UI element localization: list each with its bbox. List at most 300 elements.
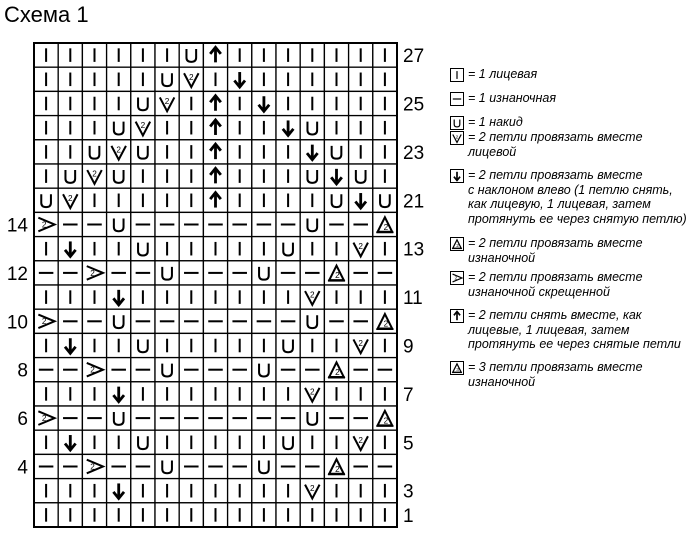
chart-cell — [228, 503, 252, 527]
chart-cell — [276, 164, 300, 188]
chart-cell — [252, 503, 276, 527]
chart-cell — [107, 91, 131, 115]
chart-cell — [107, 358, 131, 382]
chart-cell — [324, 212, 348, 236]
chart-cell — [276, 285, 300, 309]
chart-cell — [179, 382, 203, 406]
chart-cell — [58, 333, 82, 357]
svg-text:2: 2 — [358, 435, 363, 445]
chart-cell — [324, 285, 348, 309]
chart-cell — [131, 140, 155, 164]
chart-cell — [228, 164, 252, 188]
chart-cell — [324, 188, 348, 212]
legend-item — [450, 91, 556, 106]
chart-cell — [131, 479, 155, 503]
chart-cell — [179, 430, 203, 454]
svg-text:2: 2 — [383, 416, 389, 426]
chart-cell — [107, 454, 131, 478]
chart-cell — [34, 503, 58, 527]
chart-cell — [155, 116, 179, 140]
chart-cell — [34, 164, 58, 188]
svg-text:2: 2 — [41, 317, 47, 327]
chart-cell — [300, 309, 324, 333]
chart-cell — [252, 382, 276, 406]
chart-cell — [131, 430, 155, 454]
row-number-left: 10 — [6, 312, 28, 334]
chart-cell — [300, 164, 324, 188]
chart-cell — [373, 116, 397, 140]
chart-row — [34, 116, 397, 140]
chart-cell — [58, 261, 82, 285]
chart-cell — [276, 188, 300, 212]
row-number-right: 9 — [403, 336, 414, 358]
chart-row — [34, 454, 397, 478]
chart-cell — [203, 479, 227, 503]
chart-cell — [131, 164, 155, 188]
chart-cell — [373, 406, 397, 430]
chart-cell — [34, 479, 58, 503]
chart-cell — [34, 140, 58, 164]
chart-cell — [179, 212, 203, 236]
chart-cell — [203, 261, 227, 285]
chart-cell — [131, 333, 155, 357]
chart-cell — [228, 309, 252, 333]
chart-cell — [34, 261, 58, 285]
chart-cell — [131, 285, 155, 309]
row-number-left: 12 — [6, 263, 28, 285]
chart-cell — [349, 261, 373, 285]
chart-cell — [34, 43, 58, 67]
chart-cell — [252, 358, 276, 382]
row-number-right: 25 — [403, 94, 425, 116]
legend-symbol-icon — [450, 361, 464, 375]
chart-cell — [34, 212, 58, 236]
chart-cell — [179, 67, 203, 91]
chart-cell — [324, 261, 348, 285]
chart-cell — [300, 261, 324, 285]
chart-cell — [131, 503, 155, 527]
legend-item — [450, 67, 537, 82]
svg-text:2: 2 — [310, 484, 315, 494]
chart-cell — [276, 358, 300, 382]
chart-cell — [82, 140, 106, 164]
chart-cell — [203, 116, 227, 140]
chart-cell — [373, 188, 397, 212]
svg-text:2: 2 — [140, 121, 146, 131]
chart-cell — [82, 454, 106, 478]
chart-cell — [324, 164, 348, 188]
chart-cell — [155, 503, 179, 527]
chart-cell — [324, 503, 348, 527]
chart-row — [34, 188, 397, 212]
chart-cell — [179, 188, 203, 212]
legend-symbol-icon — [450, 169, 464, 183]
chart-cell — [58, 479, 82, 503]
chart-cell — [228, 382, 252, 406]
legend-item — [450, 308, 681, 352]
chart-cell — [131, 454, 155, 478]
chart-cell — [349, 430, 373, 454]
chart-cell — [34, 67, 58, 91]
chart-cell — [228, 91, 252, 115]
chart-cell — [349, 116, 373, 140]
chart-cell — [276, 454, 300, 478]
chart-cell — [276, 140, 300, 164]
chart-cell — [228, 116, 252, 140]
chart-cell — [203, 503, 227, 527]
chart-cell — [155, 237, 179, 261]
chart-cell — [155, 309, 179, 333]
chart-cell — [179, 358, 203, 382]
chart-cell — [34, 382, 58, 406]
chart-cell — [373, 237, 397, 261]
chart-cell — [58, 503, 82, 527]
chart-cell — [155, 479, 179, 503]
chart-cell — [82, 503, 106, 527]
chart-cell — [300, 358, 324, 382]
chart-cell — [82, 285, 106, 309]
chart-cell — [252, 430, 276, 454]
chart-cell — [107, 43, 131, 67]
chart-cell — [276, 91, 300, 115]
chart-cell — [131, 67, 155, 91]
chart-cell — [155, 188, 179, 212]
svg-text:2: 2 — [189, 72, 194, 82]
chart-cell — [131, 188, 155, 212]
svg-text:2: 2 — [454, 276, 458, 282]
chart-cell — [107, 285, 131, 309]
chart-cell — [203, 164, 227, 188]
chart-row — [34, 333, 397, 357]
chart-cell — [203, 237, 227, 261]
chart-cell — [203, 140, 227, 164]
chart-cell — [324, 67, 348, 91]
chart-row — [34, 285, 397, 309]
chart-cell — [203, 188, 227, 212]
chart-cell — [373, 382, 397, 406]
chart-cell — [228, 237, 252, 261]
chart-cell — [373, 430, 397, 454]
chart-cell — [82, 358, 106, 382]
chart-cell — [203, 43, 227, 67]
chart-cell — [58, 285, 82, 309]
chart-cell — [373, 333, 397, 357]
svg-text:2: 2 — [90, 365, 95, 375]
chart-cell — [349, 212, 373, 236]
chart-cell — [34, 406, 58, 430]
chart-cell — [252, 116, 276, 140]
legend-symbol-icon — [450, 92, 464, 106]
chart-cell — [228, 140, 252, 164]
chart-cell — [276, 430, 300, 454]
chart-cell — [58, 140, 82, 164]
legend-text: = 2 петли провязать вместе изнаночной скрещенной — [468, 270, 643, 299]
chart-cell — [300, 333, 324, 357]
legend-item — [450, 270, 643, 299]
chart-cell — [373, 285, 397, 309]
chart-cell — [155, 140, 179, 164]
legend-text: = 2 петли провязать вместе изнаночной — [468, 236, 643, 265]
chart-cell — [82, 382, 106, 406]
chart-cell — [324, 479, 348, 503]
svg-text:2: 2 — [68, 193, 73, 203]
chart-cell — [203, 285, 227, 309]
chart-cell — [349, 164, 373, 188]
chart-cell — [373, 479, 397, 503]
chart-cell — [300, 43, 324, 67]
chart-cell — [349, 454, 373, 478]
chart-cell — [155, 91, 179, 115]
chart-cell — [107, 333, 131, 357]
chart-cell — [107, 140, 131, 164]
svg-text:2: 2 — [456, 244, 459, 250]
chart-cell — [58, 116, 82, 140]
chart-cell — [276, 333, 300, 357]
chart-cell — [82, 333, 106, 357]
legend-symbol-icon — [450, 68, 464, 82]
chart-cell — [155, 261, 179, 285]
chart-cell — [131, 261, 155, 285]
chart-cell — [373, 454, 397, 478]
chart-cell — [155, 212, 179, 236]
chart-cell — [179, 454, 203, 478]
chart-cell — [58, 67, 82, 91]
chart-cell — [324, 454, 348, 478]
chart-cell — [349, 67, 373, 91]
chart-cell — [300, 116, 324, 140]
legend-text: = 1 лицевая — [468, 67, 538, 81]
chart-row — [34, 43, 397, 67]
chart-cell — [82, 430, 106, 454]
chart-cell — [34, 309, 58, 333]
chart-cell — [203, 309, 227, 333]
row-number-left: 6 — [17, 409, 28, 431]
chart-row — [34, 382, 397, 406]
legend-symbol-icon — [450, 237, 464, 251]
chart-cell — [131, 116, 155, 140]
svg-text:2: 2 — [90, 268, 95, 278]
legend-text: = 2 петли провязать вместе с наклоном влево (1 петлю снять, как лицевую, 1 лицевая, затем протянуть ее через снятую петлю) — [468, 168, 687, 226]
chart-cell — [82, 406, 106, 430]
chart-cell — [324, 91, 348, 115]
chart-cell — [203, 430, 227, 454]
chart-cell — [82, 164, 106, 188]
chart-cell — [373, 164, 397, 188]
chart-cell — [300, 406, 324, 430]
chart-cell — [179, 43, 203, 67]
chart-cell — [155, 430, 179, 454]
chart-cell — [373, 67, 397, 91]
chart-cell — [131, 237, 155, 261]
chart-cell — [179, 285, 203, 309]
row-number-left: 14 — [6, 215, 28, 237]
chart-cell — [58, 309, 82, 333]
chart-cell — [155, 164, 179, 188]
chart-cell — [324, 358, 348, 382]
chart-row — [34, 479, 397, 503]
chart-cell — [252, 285, 276, 309]
chart-cell — [300, 67, 324, 91]
chart-cell — [82, 188, 106, 212]
chart-cell — [107, 430, 131, 454]
chart-cell — [324, 237, 348, 261]
chart-cell — [228, 333, 252, 357]
chart-cell — [228, 454, 252, 478]
chart-cell — [252, 164, 276, 188]
legend-item — [450, 130, 643, 159]
legend-symbol-icon — [450, 131, 464, 145]
chart-cell — [324, 43, 348, 67]
chart-cell — [324, 116, 348, 140]
chart-cell — [82, 212, 106, 236]
legend-item — [450, 168, 687, 226]
chart-cell — [228, 43, 252, 67]
chart-row — [34, 140, 397, 164]
svg-text:3: 3 — [456, 368, 459, 374]
svg-text:2: 2 — [41, 414, 47, 424]
chart-cell — [276, 261, 300, 285]
chart-cell — [107, 406, 131, 430]
chart-cell — [373, 503, 397, 527]
chart-cell — [349, 188, 373, 212]
chart-cell — [228, 406, 252, 430]
chart-cell — [58, 212, 82, 236]
row-number-right: 3 — [403, 481, 414, 503]
chart-cell — [300, 188, 324, 212]
chart-cell — [276, 43, 300, 67]
svg-text:2: 2 — [335, 271, 340, 281]
row-number-right: 11 — [403, 288, 423, 310]
legend-text: = 2 петли провязать вместе лицевой — [468, 130, 643, 159]
chart-cell — [107, 67, 131, 91]
chart-cell — [58, 382, 82, 406]
chart-cell — [58, 164, 82, 188]
chart-cell — [300, 382, 324, 406]
svg-text:2: 2 — [383, 222, 389, 232]
chart-cell — [131, 382, 155, 406]
chart-cell — [58, 43, 82, 67]
chart-cell — [324, 309, 348, 333]
svg-text:2: 2 — [383, 319, 389, 329]
svg-text:2: 2 — [90, 462, 95, 472]
chart-cell — [131, 406, 155, 430]
chart-cell — [252, 212, 276, 236]
legend-symbol-icon — [450, 271, 464, 285]
chart-cell — [373, 358, 397, 382]
chart-row — [34, 503, 397, 527]
chart-cell — [58, 430, 82, 454]
svg-text:2: 2 — [310, 290, 315, 300]
chart-cell — [203, 358, 227, 382]
chart-cell — [252, 67, 276, 91]
chart-cell — [82, 43, 106, 67]
chart-cell — [131, 309, 155, 333]
chart-cell — [349, 358, 373, 382]
legend-text: = 2 петли снять вместе, как лицевые, 1 лицевая, затем протянуть ее через снятые петли — [468, 308, 681, 351]
row-number-right: 5 — [403, 433, 414, 455]
chart-cell — [300, 212, 324, 236]
svg-text:2: 2 — [310, 387, 315, 397]
chart-cell — [155, 454, 179, 478]
legend-item — [450, 236, 643, 265]
chart-row — [34, 91, 397, 115]
chart-cell — [252, 140, 276, 164]
chart-cell — [228, 212, 252, 236]
chart-cell — [203, 212, 227, 236]
chart-cell — [34, 188, 58, 212]
chart-cell — [107, 503, 131, 527]
chart-cell — [300, 503, 324, 527]
chart-cell — [252, 91, 276, 115]
chart-cell — [228, 261, 252, 285]
chart-cell — [155, 43, 179, 67]
chart-cell — [349, 503, 373, 527]
chart-cell — [179, 116, 203, 140]
chart-cell — [82, 261, 106, 285]
chart-cell — [34, 91, 58, 115]
chart-cell — [276, 116, 300, 140]
chart-cell — [349, 91, 373, 115]
row-number-right: 13 — [403, 239, 425, 261]
chart-cell — [373, 140, 397, 164]
chart-cell — [276, 309, 300, 333]
chart-cell — [34, 116, 58, 140]
chart-cell — [82, 116, 106, 140]
row-number-right: 21 — [403, 191, 425, 213]
chart-cell — [324, 406, 348, 430]
svg-text:2: 2 — [358, 242, 363, 252]
chart-row — [34, 212, 397, 236]
chart-cell — [107, 116, 131, 140]
chart-row — [34, 430, 397, 454]
chart-cell — [373, 212, 397, 236]
chart-cell — [179, 406, 203, 430]
chart-cell — [276, 237, 300, 261]
chart-row — [34, 261, 397, 285]
svg-text:2: 2 — [164, 96, 170, 106]
chart-row — [34, 237, 397, 261]
chart-cell — [203, 67, 227, 91]
chart-cell — [228, 188, 252, 212]
chart-cell — [107, 212, 131, 236]
chart-cell — [179, 479, 203, 503]
chart-cell — [131, 358, 155, 382]
svg-text:2: 2 — [335, 368, 340, 378]
legend-text: = 3 петли провязать вместе изнаночной — [468, 360, 643, 389]
chart-cell — [107, 309, 131, 333]
chart-cell — [179, 91, 203, 115]
row-number-right: 27 — [403, 46, 425, 68]
chart-cell — [155, 333, 179, 357]
chart-cell — [324, 140, 348, 164]
chart-cell — [276, 382, 300, 406]
chart-cell — [349, 479, 373, 503]
legend-text: = 1 накид — [468, 115, 523, 129]
svg-text:2: 2 — [41, 220, 47, 230]
chart-cell — [203, 406, 227, 430]
chart-cell — [276, 406, 300, 430]
chart-cell — [82, 479, 106, 503]
svg-text:2: 2 — [358, 338, 363, 348]
chart-cell — [179, 140, 203, 164]
chart-cell — [228, 285, 252, 309]
chart-cell — [107, 382, 131, 406]
chart-cell — [252, 333, 276, 357]
chart-cell — [107, 237, 131, 261]
row-number-right: 23 — [403, 142, 425, 164]
chart-cell — [276, 212, 300, 236]
chart-cell — [252, 43, 276, 67]
